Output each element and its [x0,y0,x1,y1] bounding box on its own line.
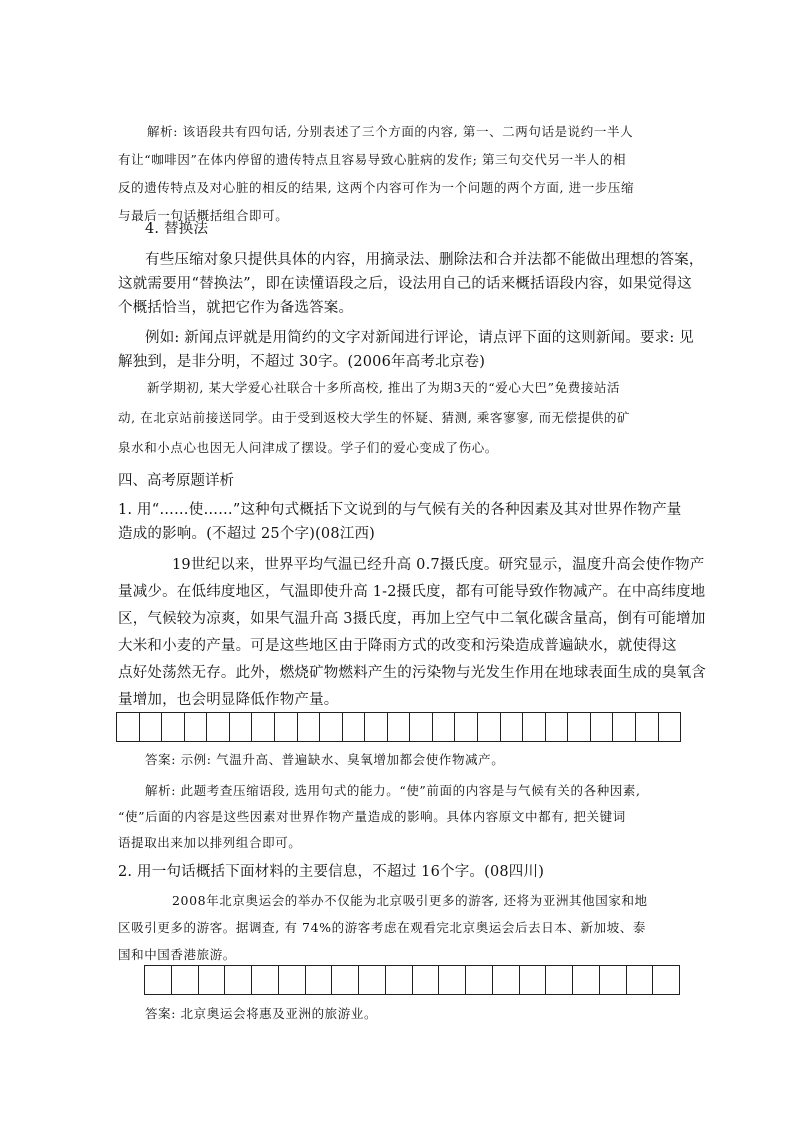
grid-cell[interactable] [298,713,321,741]
grid-cell[interactable] [410,713,433,741]
q1-passage-line-2: 量减少。在低纬度地区，气温即使升高 1-2摄氏度，都有可能导致作物减产。在中高纬度地 [118,584,706,600]
grid-cell[interactable] [185,713,208,741]
grid-cell[interactable] [145,966,172,994]
grid-cell[interactable] [365,713,388,741]
grid-cell[interactable] [252,713,275,741]
grid-cell[interactable] [359,966,386,994]
news-line-2: 动, 在北京站前接送同学。由于受到返校大学生的怀疑、猜测, 乘客寥寥, 而无偿提供的矿 [118,410,631,425]
grid-cell[interactable] [332,966,359,994]
analysis1-line-1: 解析: 该语段共有四句话, 分别表述了三个方面的内容, 第一、二两句话是说约一半人 [147,124,634,139]
grid-cell[interactable] [388,713,411,741]
grid-cell[interactable] [343,713,366,741]
analysis1-line-3: 反的遗传特点及对心脏的相反的结果, 这两个内容可作为一个问题的两个方面, 进一步压缩 [118,180,635,195]
news-line-3: 泉水和小点心也因无人问津成了摆设。学子们的爱心变成了伤心。 [118,440,498,455]
q1-answer: 答案: 示例: 气温升高、普遍缺水、臭氧增加都会使作物减产。 [145,752,505,767]
q2-answer-grid[interactable] [144,965,680,995]
grid-cell[interactable] [478,713,501,741]
grid-cell[interactable] [523,713,546,741]
news-line-1: 新学期初, 某大学爱心社联合十多所高校, 推出了为期3天的“爱心大巴”免费接站活 [147,380,621,395]
grid-cell[interactable] [501,713,524,741]
grid-cell[interactable] [455,713,478,741]
q2-passage-line-1: 2008年北京奥运会的举办不仅能为北京吸引更多的游客, 还将为亚洲其他国家和地 [172,893,648,908]
grid-cell[interactable] [275,713,298,741]
q1-line-2: 造成的影响。(不超过 25个字)(08江西) [118,526,376,542]
q1-passage-line-3: 区，气候较为凉爽，如果气温升高 3摄氏度，再加上空气中二氧化碳含量高，倒有可能增加 [118,611,706,627]
method4-line-3: 个概括恰当，就把它作为备选答案。 [118,300,354,316]
method4-title: 4. 替换法 [145,221,209,237]
grid-cell[interactable] [162,713,185,741]
grid-cell[interactable] [172,966,199,994]
grid-cell[interactable] [546,713,569,741]
grid-cell[interactable] [573,966,600,994]
grid-cell[interactable] [591,713,614,741]
q1-analysis-line-1: 解析: 此题考查压缩语段, 选用句式的能力。“使”前面的内容是与气候有关的各种因素, [145,783,641,798]
example-line-2: 解独到，是非分明，不超过 30字。(2006年高考北京卷) [118,354,486,370]
grid-cell[interactable] [199,966,226,994]
section4-title: 四、高考原题详析 [118,473,234,489]
q1-passage-line-4: 大米和小麦的产量。可是这些地区由于降雨方式的改变和污染造成普遍缺水，就使得这 [118,638,677,654]
grid-cell[interactable] [600,966,627,994]
grid-cell[interactable] [225,966,252,994]
grid-cell[interactable] [493,966,520,994]
grid-cell[interactable] [279,966,306,994]
method4-line-1: 有些压缩对象只提供具体的内容，用摘录法、删除法和合并法都不能做出理想的答案， [145,252,704,268]
analysis1-line-2: 有让“咖啡因”在体内停留的遗传特点且容易导致心脏病的发作; 第三句交代另一半人的相 [118,152,627,167]
grid-cell[interactable] [320,713,343,741]
grid-cell[interactable] [636,713,659,741]
q1-line-1: 1. 用“……使……”这种句式概括下文说到的与气候有关的各种因素及其对世界作物产量 [118,502,682,518]
q1-passage-line-6: 量增加，也会明显降低作物产量。 [118,692,339,708]
grid-cell[interactable] [140,713,163,741]
grid-cell[interactable] [659,713,682,741]
grid-cell[interactable] [306,966,333,994]
q2-text: 2. 用一句话概括下面材料的主要信息，不超过 16个字。(08四川) [118,864,545,880]
grid-cell[interactable] [207,713,230,741]
q1-passage-line-5: 点好处荡然无存。此外，燃烧矿物燃料产生的污染物与光发生作用在地球表面生成的臭氧含 [118,665,706,681]
grid-cell[interactable] [568,713,591,741]
example-line-1: 例如: 新闻点评就是用简约的文字对新闻进行评论，请点评下面的这则新闻。要求: 见 [145,330,694,346]
grid-cell[interactable] [413,966,440,994]
q1-passage-line-1: 19世纪以来，世界平均气温已经升高 0.7摄氏度。研究显示，温度升高会使作物产 [172,557,705,573]
analysis1-line-4: 与最后一句话概括组合即可。 [118,208,289,223]
grid-cell[interactable] [230,713,253,741]
q1-analysis-line-2: “使”后面的内容是这些因素对世界作物产量造成的影响。具体内容原文中都有, 把关键词 [118,809,626,824]
grid-cell[interactable] [546,966,573,994]
method4-line-2: 这就需要用“替换法”，即在读懂语段之后，设法用自己的话来概括语段内容，如果觉得这 [118,276,692,292]
grid-cell[interactable] [117,713,140,741]
grid-cell[interactable] [653,966,680,994]
grid-cell[interactable] [433,713,456,741]
grid-cell[interactable] [613,713,636,741]
grid-cell[interactable] [252,966,279,994]
q2-passage-line-3: 国和中国香港旅游。 [118,947,236,962]
grid-cell[interactable] [466,966,493,994]
grid-cell[interactable] [627,966,654,994]
grid-cell[interactable] [386,966,413,994]
grid-cell[interactable] [520,966,547,994]
q1-analysis-line-3: 语提取出来加以排列组合即可。 [118,835,302,850]
q2-passage-line-2: 区吸引更多的游客。据调查, 有 74%的游客考虑在观看完北京奥运会后去日本、新加坡、泰 [118,920,647,935]
q1-answer-grid[interactable] [116,712,681,742]
grid-cell[interactable] [439,966,466,994]
q2-answer: 答案: 北京奥运会将惠及亚洲的旅游业。 [145,1006,378,1021]
